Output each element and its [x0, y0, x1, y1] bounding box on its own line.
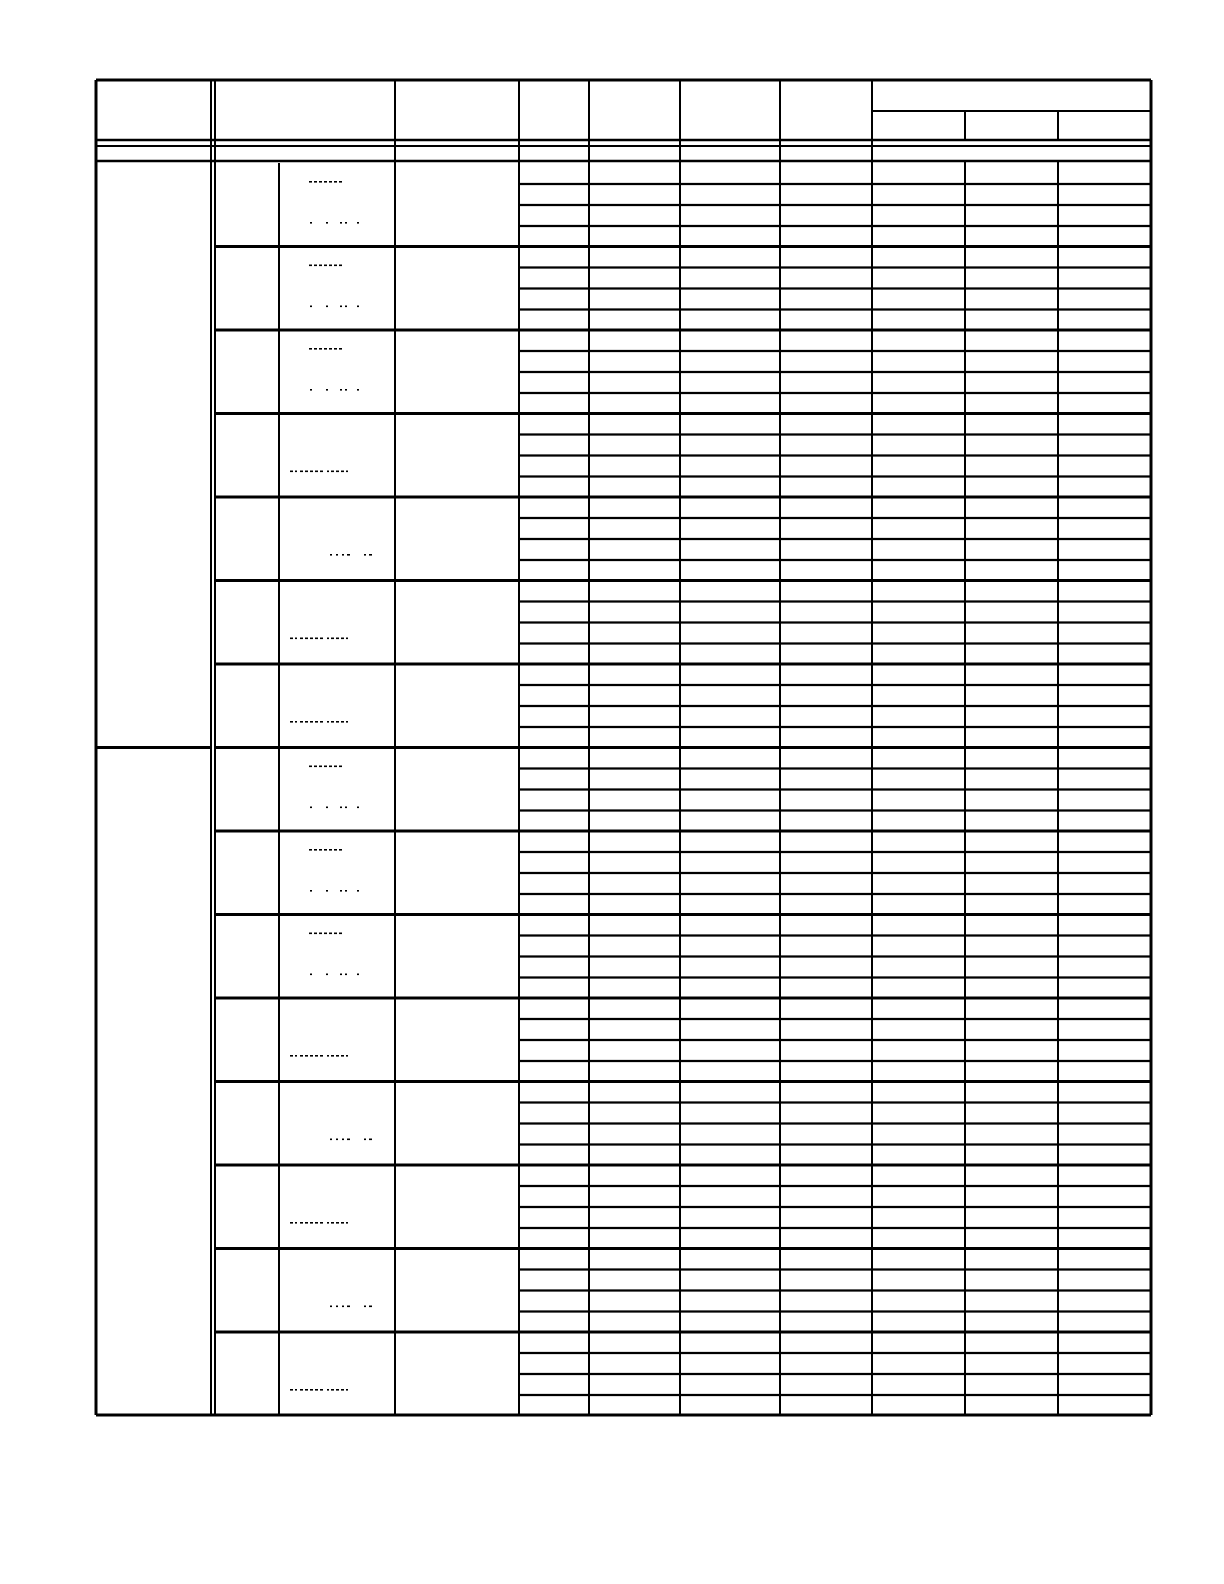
fragment-line-1 [309, 933, 342, 935]
fragment-line-1 [309, 348, 342, 350]
fragment-line [290, 471, 348, 473]
fragment-line [290, 1389, 348, 1391]
fragment-line-2 [310, 890, 359, 892]
fragment-line-2 [310, 389, 359, 391]
fragment-line-2 [310, 974, 359, 976]
fragment-line [330, 1139, 372, 1141]
fragment-line [290, 1222, 348, 1224]
fragment-line-2 [310, 222, 359, 224]
fragment-line-1 [309, 766, 342, 768]
fragment-line-1 [309, 181, 342, 183]
fragment-line-1 [309, 849, 342, 851]
fragment-line [290, 721, 348, 723]
fragment-line [330, 1306, 372, 1308]
fragment-line [290, 638, 348, 640]
fragment-line-2 [310, 306, 359, 308]
fragment-line-1 [309, 265, 342, 267]
fragment-line-2 [310, 807, 359, 809]
faint-label-fragments [290, 181, 372, 1391]
fragment-line [290, 1055, 348, 1057]
table-grid [96, 80, 1151, 1415]
fragment-line [330, 554, 372, 556]
